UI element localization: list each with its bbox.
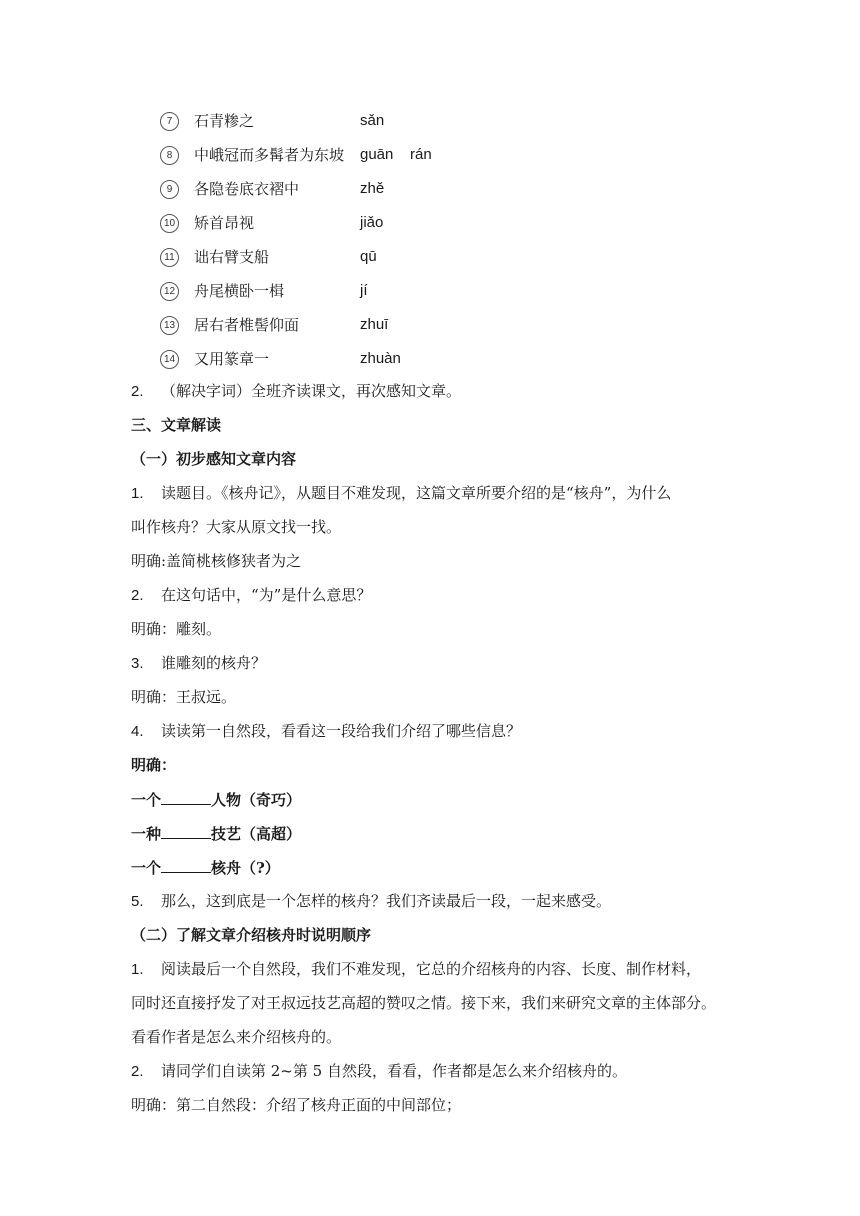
vocab-phrase: 又用篆章一 [194,350,270,368]
vocab-phrase: 石青糁之 [194,112,255,130]
answer-2: 明确：雕刻。 [131,620,222,638]
blank-underline [161,823,211,839]
vocab-phrase: 各隐卷底衣褶中 [194,180,300,198]
paragraph-1 [131,959,701,980]
question-text: 在这句话中，“为”是什么意思？ [161,586,372,604]
circled-number: 13 [160,316,179,335]
list-item [131,381,461,402]
fill-blank-line [131,789,301,810]
item-number: 4. [131,723,144,740]
fill-suffix: 核舟（?） [211,859,280,877]
item-number: 3. [131,655,144,672]
fill-blank-line [131,857,280,878]
question-4 [131,721,521,742]
circled-number: 10 [160,214,179,233]
item-number: 5. [131,893,144,910]
item-number: 2. [131,383,144,400]
question-text: 读读第一自然段，看看这一段给我们介绍了哪些信息？ [161,722,522,740]
vocab-pinyin: jiǎo [360,214,384,231]
paragraph-2 [131,1061,627,1082]
item-number: 2. [131,1063,144,1080]
question-5 [131,891,611,912]
paragraph-1-cont: 同时还直接抒发了对王叔远技艺高超的赞叹之情。接下来，我们来研究文章的主体部分。 [131,994,717,1012]
question-2 [131,585,371,606]
paragraph-2-answer: 明确：第二自然段：介绍了核舟正面的中间部位； [131,1096,462,1114]
blank-underline [161,857,211,873]
fill-prefix: 一种 [131,825,162,843]
vocab-pinyin: zhuàn [360,350,401,367]
item-number: 2. [131,587,144,604]
question-1 [131,483,671,504]
item-number: 1. [131,485,144,502]
question-text: 谁雕刻的核舟？ [161,654,267,672]
subsection-heading: （二）了解文章介绍核舟时说明顺序 [131,926,372,944]
circled-number: 12 [160,282,179,301]
vocab-pinyin: guān rán [360,146,432,163]
vocab-pinyin: sǎn [360,112,385,129]
circled-number: 8 [160,146,179,165]
vocab-phrase: 矫首昂视 [194,214,255,232]
fill-prefix: 一个 [131,791,162,809]
section-heading: 三、文章解读 [131,416,222,434]
fill-suffix: 技艺（高超） [211,825,302,843]
paragraph-text: 请同学们自读第 2~第 5 自然段，看看，作者都是怎么来介绍核舟的。 [161,1062,627,1080]
answer-3: 明确：王叔远。 [131,688,237,706]
paragraph-text: 阅读最后一个自然段，我们不难发现，它总的介绍核舟的内容、长度、制作材料， [161,960,702,978]
blank-underline [161,789,211,805]
vocab-phrase: 中峨冠而多髯者为东坡 [194,146,345,164]
question-text: 那么，这到底是一个怎样的核舟？我们齐读最后一段，一起来感受。 [161,892,612,910]
answer-4-label: 明确： [131,756,177,774]
circled-number: 7 [160,112,179,131]
question-1-cont: 叫作核舟？大家从原文找一找。 [131,518,342,536]
item-number: 1. [131,961,144,978]
question-text: 读题目。《核舟记》，从题目不难发现，这篇文章所要介绍的是“核舟”，为什么 [161,484,672,502]
paragraph-1-cont: 看看作者是怎么来介绍核舟的。 [131,1028,342,1046]
fill-suffix: 人物（奇巧） [211,791,302,809]
vocab-pinyin: zhuī [360,316,389,333]
vocab-pinyin: qū [360,248,377,265]
answer-1: 明确:盖简桃核修狭者为之 [131,552,302,570]
vocab-pinyin: zhě [360,180,385,197]
fill-prefix: 一个 [131,859,162,877]
subsection-heading: （一）初步感知文章内容 [131,450,297,468]
fill-blank-line [131,823,301,844]
vocab-phrase: 居右者椎髻仰面 [194,316,300,334]
circled-number: 11 [160,248,179,267]
circled-number: 9 [160,180,179,199]
circled-number: 14 [160,350,179,369]
vocab-pinyin: jí [360,282,368,299]
vocab-phrase: 舟尾横卧一楫 [194,282,285,300]
vocab-phrase: 诎右臂支船 [194,248,270,266]
item-text: （解决字词）全班齐读课文，再次感知文章。 [161,382,462,400]
question-3 [131,653,266,674]
